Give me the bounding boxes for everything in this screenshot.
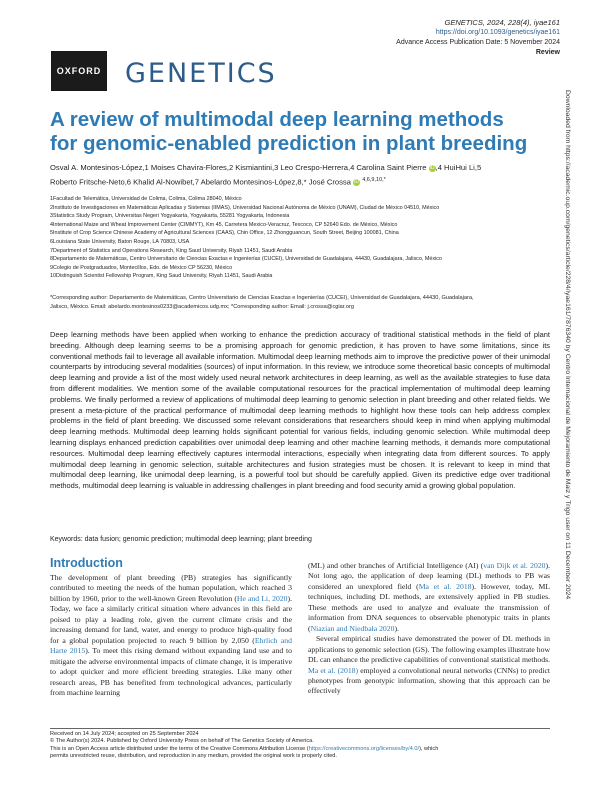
received-dates: Received on 14 July 2024; accepted on 25 September 2024 xyxy=(50,731,199,737)
license-line-2: permits unrestricted reuse, distribution, and reproduction in any medium, provided the original work is properly cited. xyxy=(50,753,337,760)
authors-line-1 xyxy=(50,162,550,174)
doi-link[interactable]: https://doi.org/10.1093/genetics/iyae161 xyxy=(435,29,560,36)
citation-link[interactable]: He and Li, 2020 xyxy=(236,593,288,603)
affiliation-item: 8Departamento de Matemáticas, Centro Universitario de Ciencias Exactas e Ingenierías (CUCEI), Universidad de Guadalajara, 44430, Guadalajara, Jalisco, México xyxy=(50,256,442,263)
affiliation-item: 4International Maize and Wheat Improvement Center (CIMMYT), Km 45, Carretera Mexico-Veracruz, Texcoco, CP 52640 Edo. de México, México xyxy=(50,221,398,228)
affiliation-item: 6Louisiana State University, Baton Rouge, LA 70803, USA xyxy=(50,238,190,245)
copyright: © The Author(s) 2024. Published by Oxford University Press on behalf of The Genetics Society of America. xyxy=(50,738,314,745)
citation-link[interactable]: Ma et al. 2018 xyxy=(418,581,472,591)
citation-link[interactable]: van Dijk et al. 2020 xyxy=(483,561,546,570)
footer-divider xyxy=(50,728,550,729)
affiliation-item: 1Facultad de Telemática, Universidad de Colima, Colima, Colima 28040, México xyxy=(50,196,242,202)
download-sidebar xyxy=(562,90,572,780)
article-type: Review xyxy=(535,49,560,56)
affiliation-item: 3Statistics Study Program, Universitas Negeri Yogyakarta, Yogyakarta, 55281 Yogyakarta, Indonesia xyxy=(50,213,290,220)
advance-access-date: Advance Access Publication Date: 5 November 2024 xyxy=(396,39,560,46)
authors-line-1-tail: ,4 HuiHui Li,5 xyxy=(435,163,482,172)
authors-line-2-text: Roberto Fritsche-Neto,6 Khalid Al-Nowibet,7 Abelardo Montesinos-López,8,* José Crossa xyxy=(50,177,351,187)
affiliation-item: 2Instituto de Investigaciones en Matemáticas Aplicadas y Sistemas (IIMAS), Universidad Nacional Autónoma de México (UNAM), Ciudad de México 04510, México xyxy=(50,204,440,211)
citation-link[interactable]: Ma et al. (2018) xyxy=(308,665,359,675)
affiliation-item: 9Colegio de Postgraduados, Montecillos, Edo. de México CP 56230, México xyxy=(50,264,233,271)
authors-line-2 xyxy=(50,174,550,189)
license-link[interactable]: https://creativecommons.org/licenses/by/4.0/ xyxy=(308,745,420,752)
body-column-left xyxy=(50,573,292,698)
title-line-1: A review of multimodal deep learning methods xyxy=(50,108,504,131)
title-line-2: for genomic-enabled prediction in plant breeding xyxy=(50,132,528,155)
section-heading-introduction: Introduction xyxy=(50,556,123,570)
abstract: Deep learning methods have been applied when working to enhance the prediction accuracy of traditional statistical methods in the field of plant breeding. Although deep learning seems to be a promising approach for genomic prediction, it has proven to have some limitations, since its conventional methods fail to leverage all available information. Multimodal deep learning methods aim to improve the predictive power of their unimodal counterparts by introducing several modalities (sources) of input information. In this review, we introduce some theoretical basic concepts of multimodal deep learning and provide a list of the most widely used neural network architectures in deep learning, as well as the available strategies to fuse data from different modalities. We mention some of the available computational resources for the practical implementation of multimodal deep learning problems. We finally performed a review of applications of multimodal deep learning to genomic selection in plant breeding and other related fields. We present a meta-picture of the practical performance of multimodal deep learning methods to highlight how these tools can help address complex problems in the field of plant breeding. We discussed some relevant considerations that researchers should keep in mind when applying multimodal deep learning methods. Multimodal deep learning holds significant potential for various fields, including genomic selection. While multimodal deep learning displays enhanced prediction capabilities over unimodal deep learning and other machine learning methods, it demands more computational resources. Multimodal deep learning effectively captures intermodal interactions, especially when integrating data from different sources. To apply multimodal deep learning in genomic selection, suitable architectures and fusion strategies must be chosen. It is relevant to keep in mind that multimodal deep learning, like unimodal deep learning, is a powerful tool but should be carefully applied. Given its predictive edge over traditional methods, multimodal deep learning is valuable in addressing challenges in plant breeding and food security amid a growing global population. xyxy=(50,330,550,491)
citation: GENETICS, 2024, 228(4), iyae161 xyxy=(444,18,560,27)
author-list xyxy=(50,162,550,189)
citation-link[interactable]: Niazian and Niedbała 2020 xyxy=(310,623,395,633)
orcid-icon[interactable]: iD xyxy=(429,164,435,171)
paragraph: (ML) and other branches of Artificial Intelligence (AI) (van Dijk et al. 2020). Not long ago, the application of deep learning (DL) methods to PB was considered an unexplored field (Ma et al. 2018). However, today, ML techniques, including DL methods, are extensively applied in PB studies. These methods are used to analyze and evaluate the transmission of information from DNA sequences to observable phenotypic traits in plants (Niazian and Niedbała 2020). xyxy=(308,561,550,633)
affiliation-item: 7Department of Statistics and Operations Research, King Saud University, Riyah 11451, Saudi Arabia xyxy=(50,247,293,254)
paragraph: Several empirical studies have demonstrated the power of DL methods in applications to genomic selection (GS). The following examples illustrate how DL can enhance the predictive capabilities of conventional statistical methods. Ma et al. (2018) employed a convolutional neural networks (CNNs) to predict phenotypes from genotypic information, showing that this approach can be effectively xyxy=(308,634,551,696)
footer xyxy=(50,731,560,761)
affiliation-item: 5Institute of Crop Science Chinese Academy of Agricultural Sciences (CAAS), Chin Office, 12 Zhongguancun, South Street, Beijing 100081, China xyxy=(50,230,399,237)
license: This is an Open Access article distributed under the terms of the Creative Commons Attribution License (https://creativecommons.org/licenses/by/4.0/), which xyxy=(50,745,439,752)
corresponding-line-2: Jalisco, México. Email: abelardo.montesinos0233@academicos.udg.mx; *Corresponding author: Email: j.crossa@cgiar.org xyxy=(50,303,354,310)
corresponding-author xyxy=(50,294,550,312)
keywords: Keywords: data fusion; genomic prediction; multimodal deep learning; plant breeding xyxy=(50,536,312,543)
affiliations xyxy=(50,195,550,281)
article-meta xyxy=(396,18,560,58)
citation-link[interactable]: Ehrlich and Harte 2015 xyxy=(50,635,292,656)
paragraph: The development of plant breeding (PB) strategies has significantly contributed to meeting the needs of the human population, which reached 3 billion by 1960, prior to the well-known Green Revolution (He and Li, 2020). Today, we face a similarly critical situation where advances in this field are poised to play a leading role, given the current climate crisis and the increasing demand for land, water, and energy to produce high-quality food for a global population projected to reach 9 billion by 2,050 (Ehrlich and Harte 2015). To meet this rising demand without expanding land use and to mitigate the adverse environmental impacts of climate change, it is imperative to adopt quicker and more efficient breeding strategies. Like many other research areas, PB has benefited from technological advances, particularly from machine learning xyxy=(50,573,292,697)
authors-line-1-text: Osval A. Montesinos-López,1 Moises Chavira-Flores,2 Kismiantini,3 Leo Crespo-Herrera,4 Carolina Saint Pierre xyxy=(50,163,427,172)
orcid-icon[interactable]: iD xyxy=(354,179,359,186)
download-sidebar-text: Downloaded from https://academic.oup.com/genetics/article/228/4/iyae161/7876340 by Centro Internacional de Mejoramiento de Maiz y Trigo user on 11 December 2024 xyxy=(564,90,571,600)
body-column-right xyxy=(308,561,550,697)
oxford-logo xyxy=(51,51,107,91)
corresponding-line-1: *Corresponding author: Departamento de Matemáticas, Centro Universitario de Ciencias Exactas e Ingenierías (CUCEI), Universidad de Guadalajara, 44430, Guadalajara, xyxy=(50,295,474,301)
authors-line-2-tail: 4,6,9,10,* xyxy=(362,177,386,183)
affiliation-item: 10Distinguish Scientist Fellowship Program, King Saud University, Riyah 11451, Saudi Arabia xyxy=(50,273,273,280)
oxford-logo-text: OXFORD xyxy=(56,66,102,76)
journal-name: GENETICS xyxy=(125,58,277,89)
article-title xyxy=(50,108,530,156)
